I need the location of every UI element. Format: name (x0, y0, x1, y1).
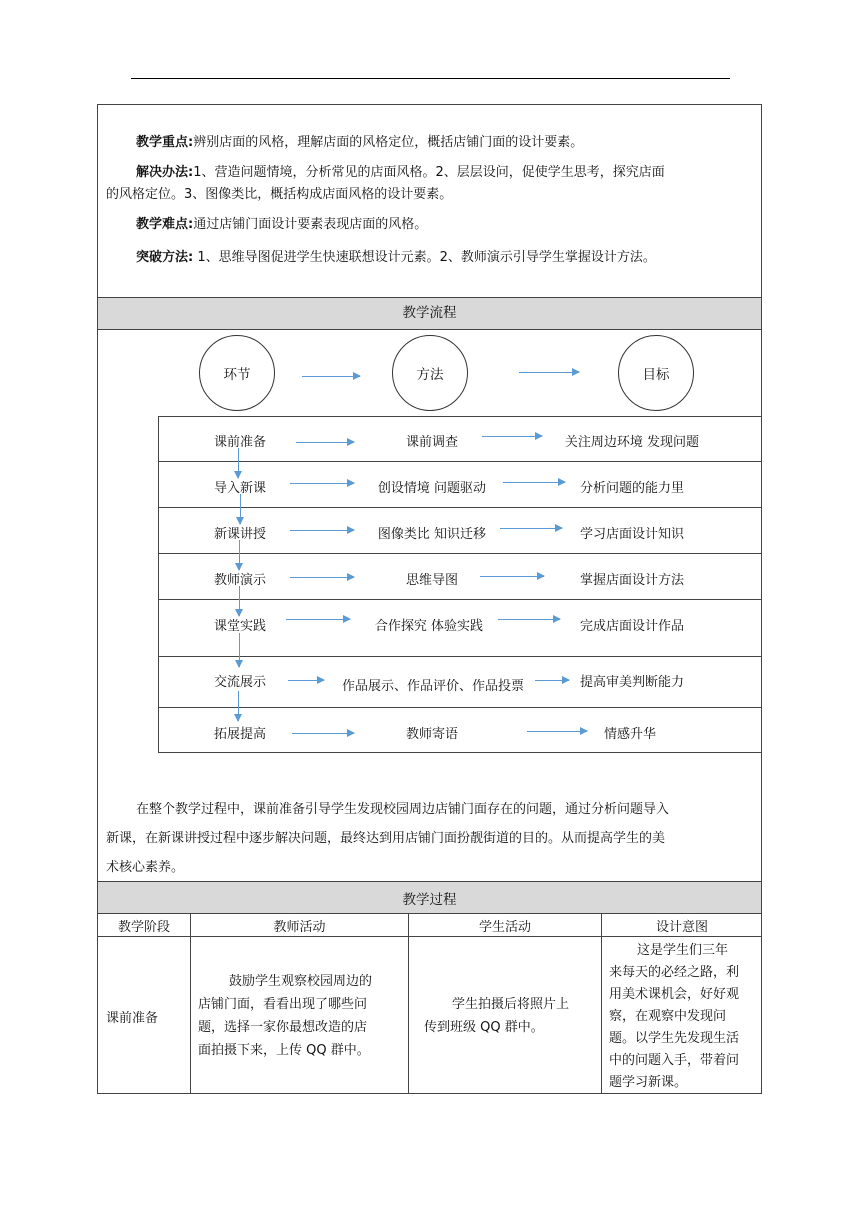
key-point-text: 辨别店面的风格，理解店面的风格定位，概括店铺门面的设计要素。 (193, 135, 584, 150)
intent-line: 中的问题入手，带着问 (609, 1053, 740, 1068)
difficulty-label: 教学难点: (136, 217, 194, 232)
arrow-right-icon (482, 436, 542, 437)
flow-goal: 关注周边环境 发现问题 (564, 435, 700, 450)
arrow-down-icon (239, 633, 240, 667)
column-divider (408, 913, 409, 1094)
flow-stage: 教师演示 (213, 573, 267, 588)
flow-goal: 分析问题的能力里 (579, 481, 685, 496)
solution-text-1: 1、营造问题情境，分析常见的店面风格。2、层层设问，促使学生思考，探究店面 (193, 165, 665, 180)
arrow-right-icon (500, 528, 562, 529)
flow-method: 课前调查 (405, 435, 459, 450)
student-line: 传到班级 QQ 群中。 (424, 1020, 544, 1035)
arrow-down-icon (238, 448, 239, 478)
header-rule (131, 78, 730, 79)
flow-method: 图像类比 知识迁移 (377, 527, 487, 542)
intent-line: 这是学生们三年 (637, 943, 729, 958)
flow-row-divider (158, 599, 762, 600)
conclusion-line-2: 新课，在新课讲授过程中逐步解决问题，最终达到用店铺门面扮靓街道的目的。从而提高学生的美 (106, 831, 666, 846)
row-design-intent (609, 940, 739, 1094)
row-student-activity (424, 993, 569, 1039)
intent-line: 来每天的必经之路，利 (609, 965, 740, 980)
arrow-right-icon (290, 530, 354, 531)
column-header-intent: 设计意图 (655, 920, 708, 935)
flow-conclusion (106, 795, 756, 882)
circle-stage-label: 环节 (223, 367, 251, 383)
divider (97, 329, 762, 330)
flow-row-divider (158, 656, 762, 657)
flow-method: 思维导图 (405, 573, 459, 588)
flow-stage: 拓展提高 (213, 727, 267, 742)
row-stage: 课前准备 (106, 1011, 159, 1026)
flow-goal: 学习店面设计知识 (579, 527, 685, 542)
flow-method: 合作探究 体验实践 (374, 619, 484, 634)
teacher-line: 鼓励学生观察校园周边的 (229, 974, 373, 989)
key-point-paragraph (106, 132, 756, 154)
arrow-right-icon (290, 577, 354, 578)
circle-goal (618, 335, 694, 411)
flow-row-divider (158, 507, 762, 508)
student-line: 学生拍摄后将照片上 (452, 997, 570, 1012)
key-point-label: 教学重点: (136, 135, 194, 150)
flow-stage: 交流展示 (213, 675, 267, 690)
arrow-right-icon (535, 680, 569, 681)
arrow-right-icon (480, 576, 544, 577)
arrow-right-icon (290, 483, 354, 484)
flow-row-divider (158, 707, 762, 708)
solution-label: 解决办法: (136, 165, 194, 180)
arrow-right-icon (503, 482, 565, 483)
column-header-stage: 教学阶段 (117, 920, 170, 935)
intent-line: 题学习新课。 (609, 1075, 688, 1090)
conclusion-line-1: 在整个教学过程中，课前准备引导学生发现校园周边店铺门面存在的问题，通过分析问题导入 (136, 802, 670, 817)
flow-method: 作品展示、作品评价、作品投票 (341, 679, 525, 694)
arrow-right-icon (296, 442, 354, 443)
flow-stage: 课前准备 (213, 435, 267, 450)
arrow-down-icon (240, 494, 241, 524)
process-header: 教学过程 (98, 882, 761, 913)
flow-goal: 提高审美判断能力 (579, 675, 685, 690)
flow-method: 创设情境 问题驱动 (377, 481, 487, 496)
flow-header: 教学流程 (98, 298, 761, 329)
flow-method: 教师寄语 (405, 727, 459, 742)
breakthrough-paragraph (106, 247, 756, 269)
arrow-right-icon (519, 372, 579, 373)
arrow-right-icon (527, 731, 587, 732)
circle-stage (199, 335, 275, 411)
arrow-right-icon (292, 733, 354, 734)
conclusion-line-3: 术核心素养。 (106, 860, 185, 875)
intent-line: 用美术课机会，好好观 (609, 987, 740, 1002)
column-header-student: 学生活动 (478, 920, 531, 935)
row-teacher-activity (198, 970, 372, 1062)
teacher-line: 店铺门面，看看出现了哪些问 (198, 997, 368, 1012)
flow-stage: 新课讲授 (213, 527, 267, 542)
arrow-right-icon (288, 680, 324, 681)
intent-line: 题。以学生先发现生活 (609, 1031, 740, 1046)
circle-method-label: 方法 (416, 367, 444, 383)
difficulty-paragraph (106, 214, 756, 236)
arrow-down-icon (239, 586, 240, 616)
column-header-teacher: 教师活动 (273, 920, 326, 935)
arrow-down-icon (238, 691, 239, 721)
flow-goal: 掌握店面设计方法 (579, 573, 685, 588)
divider (97, 936, 762, 937)
teacher-line: 面拍摄下来，上传 QQ 群中。 (198, 1043, 370, 1058)
flow-row-divider (158, 553, 762, 554)
flow-stage: 导入新课 (213, 481, 267, 496)
solution-paragraph (106, 162, 756, 206)
arrow-right-icon (302, 376, 360, 377)
breakthrough-label: 突破方法: (136, 250, 194, 265)
difficulty-text: 通过店铺门面设计要素表现店面的风格。 (193, 217, 428, 232)
intent-line: 察，在观察中发现问 (609, 1009, 727, 1024)
teacher-line: 题，选择一家你最想改造的店 (198, 1020, 368, 1035)
breakthrough-text: 1、思维导图促进学生快速联想设计元素。2、教师演示引导学生掌握设计方法。 (193, 250, 656, 265)
circle-goal-label: 目标 (642, 367, 670, 383)
column-divider (190, 913, 191, 1094)
flow-row-divider (158, 461, 762, 462)
arrow-right-icon (498, 619, 560, 620)
circle-method (392, 335, 468, 411)
arrow-right-icon (286, 619, 350, 620)
column-divider (601, 913, 602, 1094)
solution-text-2: 的风格定位。3、图像类比，概括构成店面风格的设计要素。 (106, 187, 453, 202)
flow-stage: 课堂实践 (213, 619, 267, 634)
arrow-down-icon (239, 540, 240, 570)
divider (97, 913, 762, 914)
flow-goal: 情感升华 (603, 727, 657, 742)
flow-goal: 完成店面设计作品 (579, 619, 685, 634)
